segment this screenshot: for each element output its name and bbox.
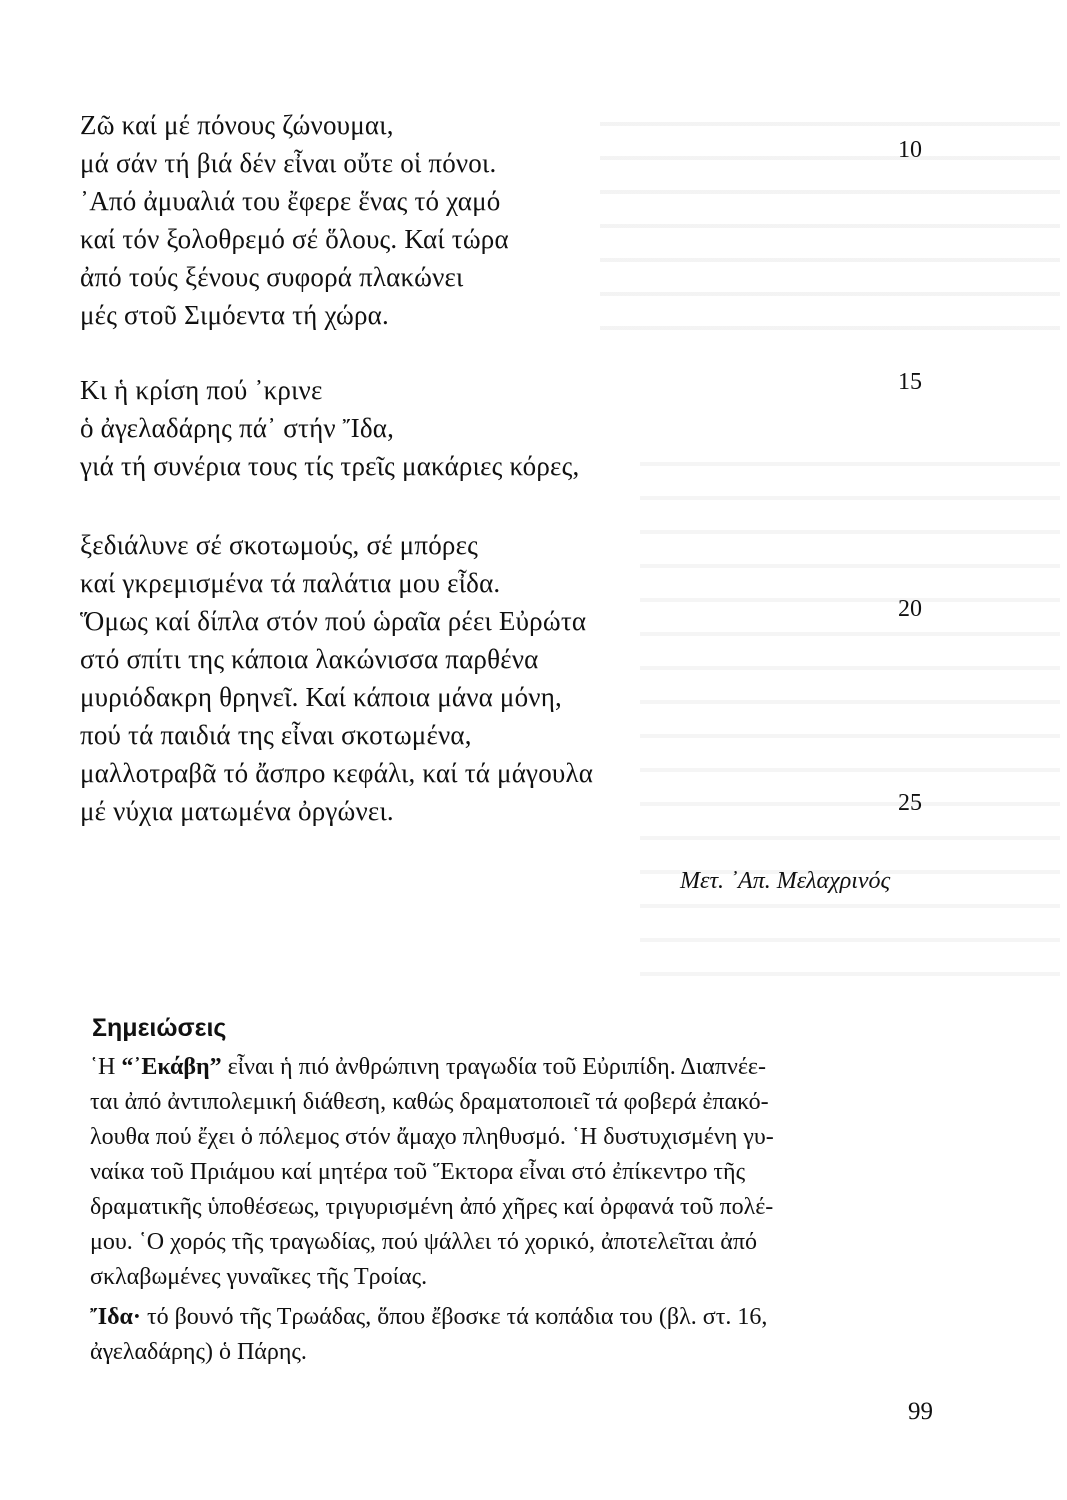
note-line [90, 1054, 766, 1081]
translator-credit: Μετ. ᾿Απ. Μελαχρινός [680, 868, 891, 894]
poem-line: Ζῶ καί μέ πόνους ζώνουμαι, [80, 110, 394, 140]
poem-line: Κι ἡ κρίση πού ᾿κρινε [80, 375, 323, 405]
note-line [90, 1304, 767, 1331]
poem-line: πού τά παιδιά της εἶναι σκοτωμένα, [80, 720, 472, 750]
poem-line: Ὅμως καί δίπλα στόν πού ὡραῖα ρέει Εὐρώτα [80, 606, 587, 636]
line-number: 15 [898, 369, 922, 395]
note-term-hecuba: “᾿Εκάβη” [121, 1054, 222, 1080]
note-line: ἀγελαδάρης) ὁ Πάρης. [90, 1339, 307, 1365]
note-text: τό βουνό τῆς Τρωάδας, ὅπου ἔβοσκε τά κοπάδια του (βλ. στ. 16, [146, 1304, 768, 1330]
note-line: δραματικῆς ὑποθέσεως, τριγυρισμένη ἀπό χῆρες καί ὀρφανά τοῦ πολέ- [90, 1194, 774, 1220]
note-line: λουθα πού ἔχει ὁ πόλεμος στόν ἄμαχο πληθυσμό. ῾Η δυστυχισμένη γυ- [90, 1124, 774, 1150]
note-line: σκλαβωμένες γυναῖκες τῆς Τροίας. [90, 1264, 428, 1290]
line-number: 20 [898, 596, 922, 622]
poem-line: καί τόν ξολοθρεμό σέ ὅλους. Καί τώρα [80, 224, 509, 254]
show-through-texture [640, 440, 1060, 1000]
poem-line: μυριόδακρη θρηνεῖ. Καί κάποια μάνα μόνη, [80, 682, 562, 712]
poem-line: στό σπίτι της κάποια λακώνισσα παρθένα [80, 644, 539, 674]
poem-line: καί γκρεμισμένα τά παλάτια μου εἶδα. [80, 568, 501, 598]
note-line: ναίκα τοῦ Πριάμου καί μητέρα τοῦ Ἕκτορα εἶναι στό ἐπίκεντρο τῆς [90, 1159, 746, 1185]
poem-line: ἀπό τούς ξένους συφορά πλακώνει [80, 262, 464, 292]
note-text: εἶναι ἡ πιό ἀνθρώπινη τραγωδία τοῦ Εὐριπίδη. Διαπνέε- [227, 1054, 766, 1080]
poem-line: ὁ ἀγελαδάρης πά᾿ στήν Ἴδα, [80, 413, 395, 443]
poem-line: μαλλοτραβᾶ τό ἄσπρο κεφάλι, καί τά μάγουλα [80, 758, 594, 788]
poem-line: μά σάν τή βιά δέν εἶναι οὔτε οἱ πόνοι. [80, 148, 497, 178]
note-term-ida: Ἴδα· [90, 1304, 141, 1330]
poem-line: μές στοῦ Σιμόεντα τή χώρα. [80, 300, 389, 330]
note-prefix: ῾Η [90, 1054, 116, 1080]
show-through-texture [600, 100, 1060, 360]
notes-heading: Σημειώσεις [92, 1014, 227, 1042]
line-number: 10 [898, 137, 922, 163]
poem-line: γιά τή συνέρια τους τίς τρεῖς μακάριες κόρες, [80, 451, 580, 481]
poem-line: ξεδιάλυνε σέ σκοτωμούς, σέ μπόρες [80, 530, 478, 560]
line-number: 25 [898, 790, 922, 816]
poem-line: μέ νύχια ματωμένα ὀργώνει. [80, 796, 394, 826]
poem-line: ᾿Από ἀμυαλιά του ἔφερε ἕνας τό χαμό [80, 186, 501, 216]
page-number: 99 [908, 1398, 933, 1425]
note-line: ται ἀπό ἀντιπολεμική διάθεση, καθώς δραματοποιεῖ τά φοβερά ἐπακό- [90, 1089, 769, 1115]
note-line: μου. ῾Ο χορός τῆς τραγωδίας, πού ψάλλει τό χορικό, ἀποτελεῖται ἀπό [90, 1229, 757, 1255]
